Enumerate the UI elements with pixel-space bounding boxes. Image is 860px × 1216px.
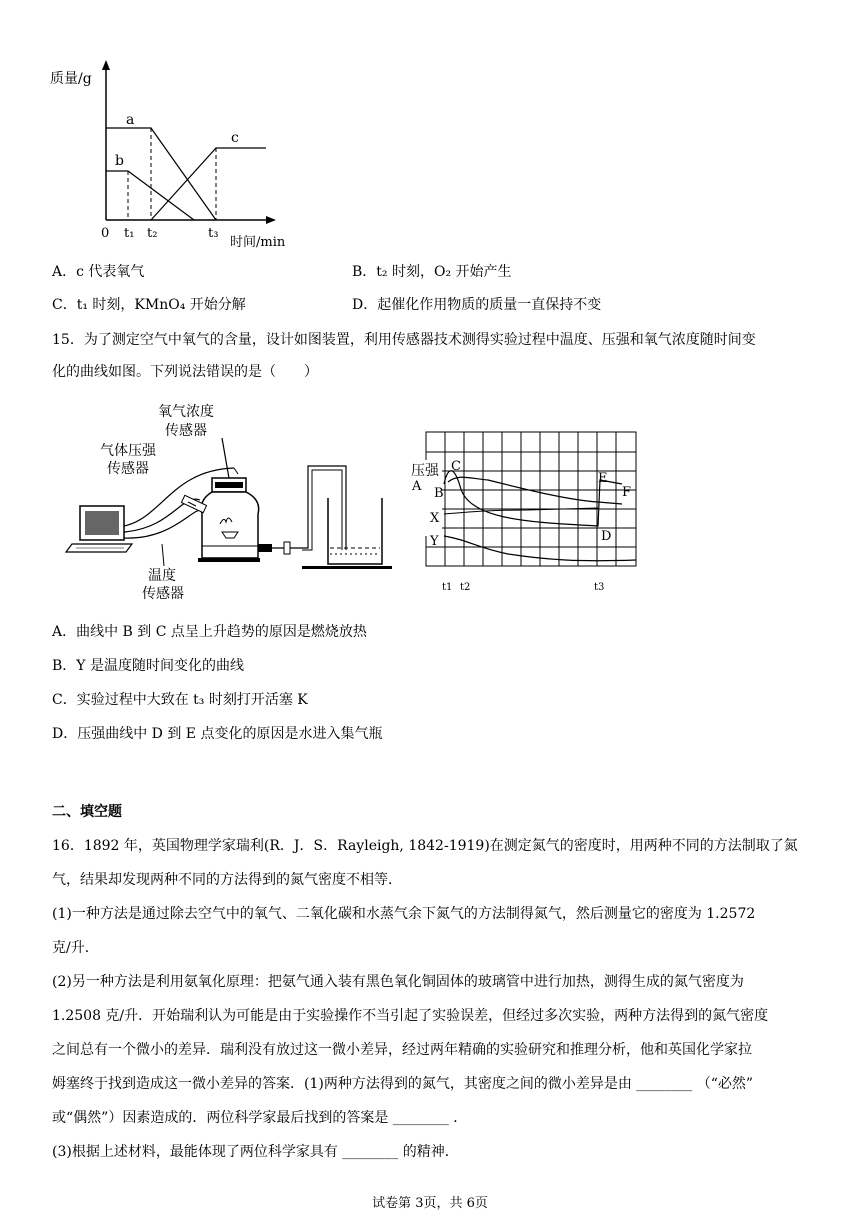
pressure-sensor-label-1: 气体压强 [100, 443, 156, 459]
point-x-label: X [430, 511, 440, 526]
curve-c-label: c [231, 130, 239, 146]
mass-time-graph [44, 58, 294, 258]
point-y-label: Y [430, 534, 439, 549]
temp-sensor-label-1: 温度 [148, 568, 176, 584]
q15-stem-line2: 化的曲线如图。下列说法错误的是（ ） [52, 364, 318, 380]
q15-stem-line1: 15．为了测定空气中氧气的含量，设计如图装置，利用传感器技术测得实验过程中温度、压强和氧气浓度随时间变 [52, 332, 756, 348]
q16-line10: (3)根据上述材料，最能体现了两位科学家具有 ________ 的精神． [52, 1144, 459, 1160]
q16-line6: 1.2508 克/升．开始瑞利认为可能是由于实验操作不当引起了实验误差，但经过多次实验，两种方法得到的氮气密度 [52, 1008, 769, 1024]
graph1-xlabel: 时间/min [230, 235, 286, 250]
temperature-curve [448, 477, 622, 504]
experiment-apparatus [62, 398, 402, 603]
point-a-label: A [412, 479, 422, 494]
q16-line4: 克/升． [52, 940, 99, 956]
gas-bottle [201, 478, 258, 558]
tick-t1: t1 [442, 582, 453, 593]
pressure-sensor-label-2: 传感器 [107, 461, 149, 477]
q15-option-b: B．Y 是温度随时间变化的曲线 [52, 658, 244, 674]
q15-option-a: A．曲线中 B 到 C 点呈上升趋势的原因是燃烧放热 [52, 624, 367, 640]
q16-line5: (2)另一种方法是利用氨氧化原理：把氨气通入装有黑色氧化铜固体的玻璃管中进行加热，测得生成的氮气密度为 [52, 974, 744, 990]
o2-sensor-label-1: 氧气浓度 [158, 404, 214, 420]
curve-a [106, 128, 216, 220]
pressure-label: 压强 [411, 463, 439, 479]
point-b-label: B [434, 486, 444, 501]
section-title: 二、填空题 [52, 804, 122, 820]
q16-line9: 或“偶然”）因素造成的．两位科学家最后找到的答案是 ________ ． [52, 1110, 468, 1126]
laptop-icon [66, 506, 132, 552]
q14-option-b: B．t₂ 时刻，O₂ 开始产生 [352, 264, 512, 280]
point-f-label: F [622, 485, 632, 500]
point-e-label: E [598, 471, 608, 486]
pressure-graph [408, 428, 640, 596]
q15-option-c: C．实验过程中大致在 t₃ 时刻打开活塞 K [52, 692, 308, 708]
graph1-tick-t2: t₂ [147, 226, 158, 241]
o2-sensor-label-2: 传感器 [165, 423, 207, 439]
tick-t3: t3 [594, 582, 605, 593]
q16-line7: 之间总有一个微小的差异．瑞利没有放过这一微小差异，经过两年精确的实验研究和推理分析，他和英国化学家拉 [52, 1042, 752, 1058]
curve-a-label: a [126, 112, 135, 128]
q16-line8: 姆塞终于找到造成这一微小差异的答案．(1)两种方法得到的氮气，其密度之间的微小差异是由 ________ （“必然” [52, 1076, 754, 1092]
q16-line3: (1)一种方法是通过除去空气中的氧气、二氧化碳和水蒸气余下氮气的方法制得氮气，然后测量它的密度为 1.2572 [52, 906, 756, 922]
page-footer: 试卷第 3页，共 6页 [372, 1196, 488, 1211]
graph1-tick-t1: t₁ [124, 226, 135, 241]
graph1-tick-t3: t₃ [208, 226, 219, 241]
q16-line2: 气，结果却发现两种不同的方法得到的氮气密度不相等． [52, 872, 402, 888]
point-c-label: C [451, 459, 461, 474]
q15-option-d: D．压强曲线中 D 到 E 点变化的原因是水进入集气瓶 [52, 726, 383, 742]
q14-option-c: C．t₁ 时刻，KMnO₄ 开始分解 [52, 297, 246, 313]
tick-t2: t2 [460, 582, 471, 593]
temp-sensor-label-2: 传感器 [142, 586, 184, 602]
graph1-ylabel: 质量/g [50, 71, 92, 87]
curve-b-label: b [115, 153, 124, 169]
q16-line1: 16．1892 年，英国物理学家瑞利(R．J．S．Rayleigh, 1842-1919)在测定氮气的密度时，用两种不同的方法制取了氮 [52, 838, 798, 854]
point-d-label: D [601, 529, 612, 544]
q14-option-a: A．c 代表氧气 [52, 264, 145, 280]
graph1-origin: 0 [101, 226, 110, 241]
curve-b [106, 171, 194, 220]
q14-option-d: D．起催化作用物质的质量一直保持不变 [352, 297, 602, 313]
pressure-curve [444, 471, 622, 526]
